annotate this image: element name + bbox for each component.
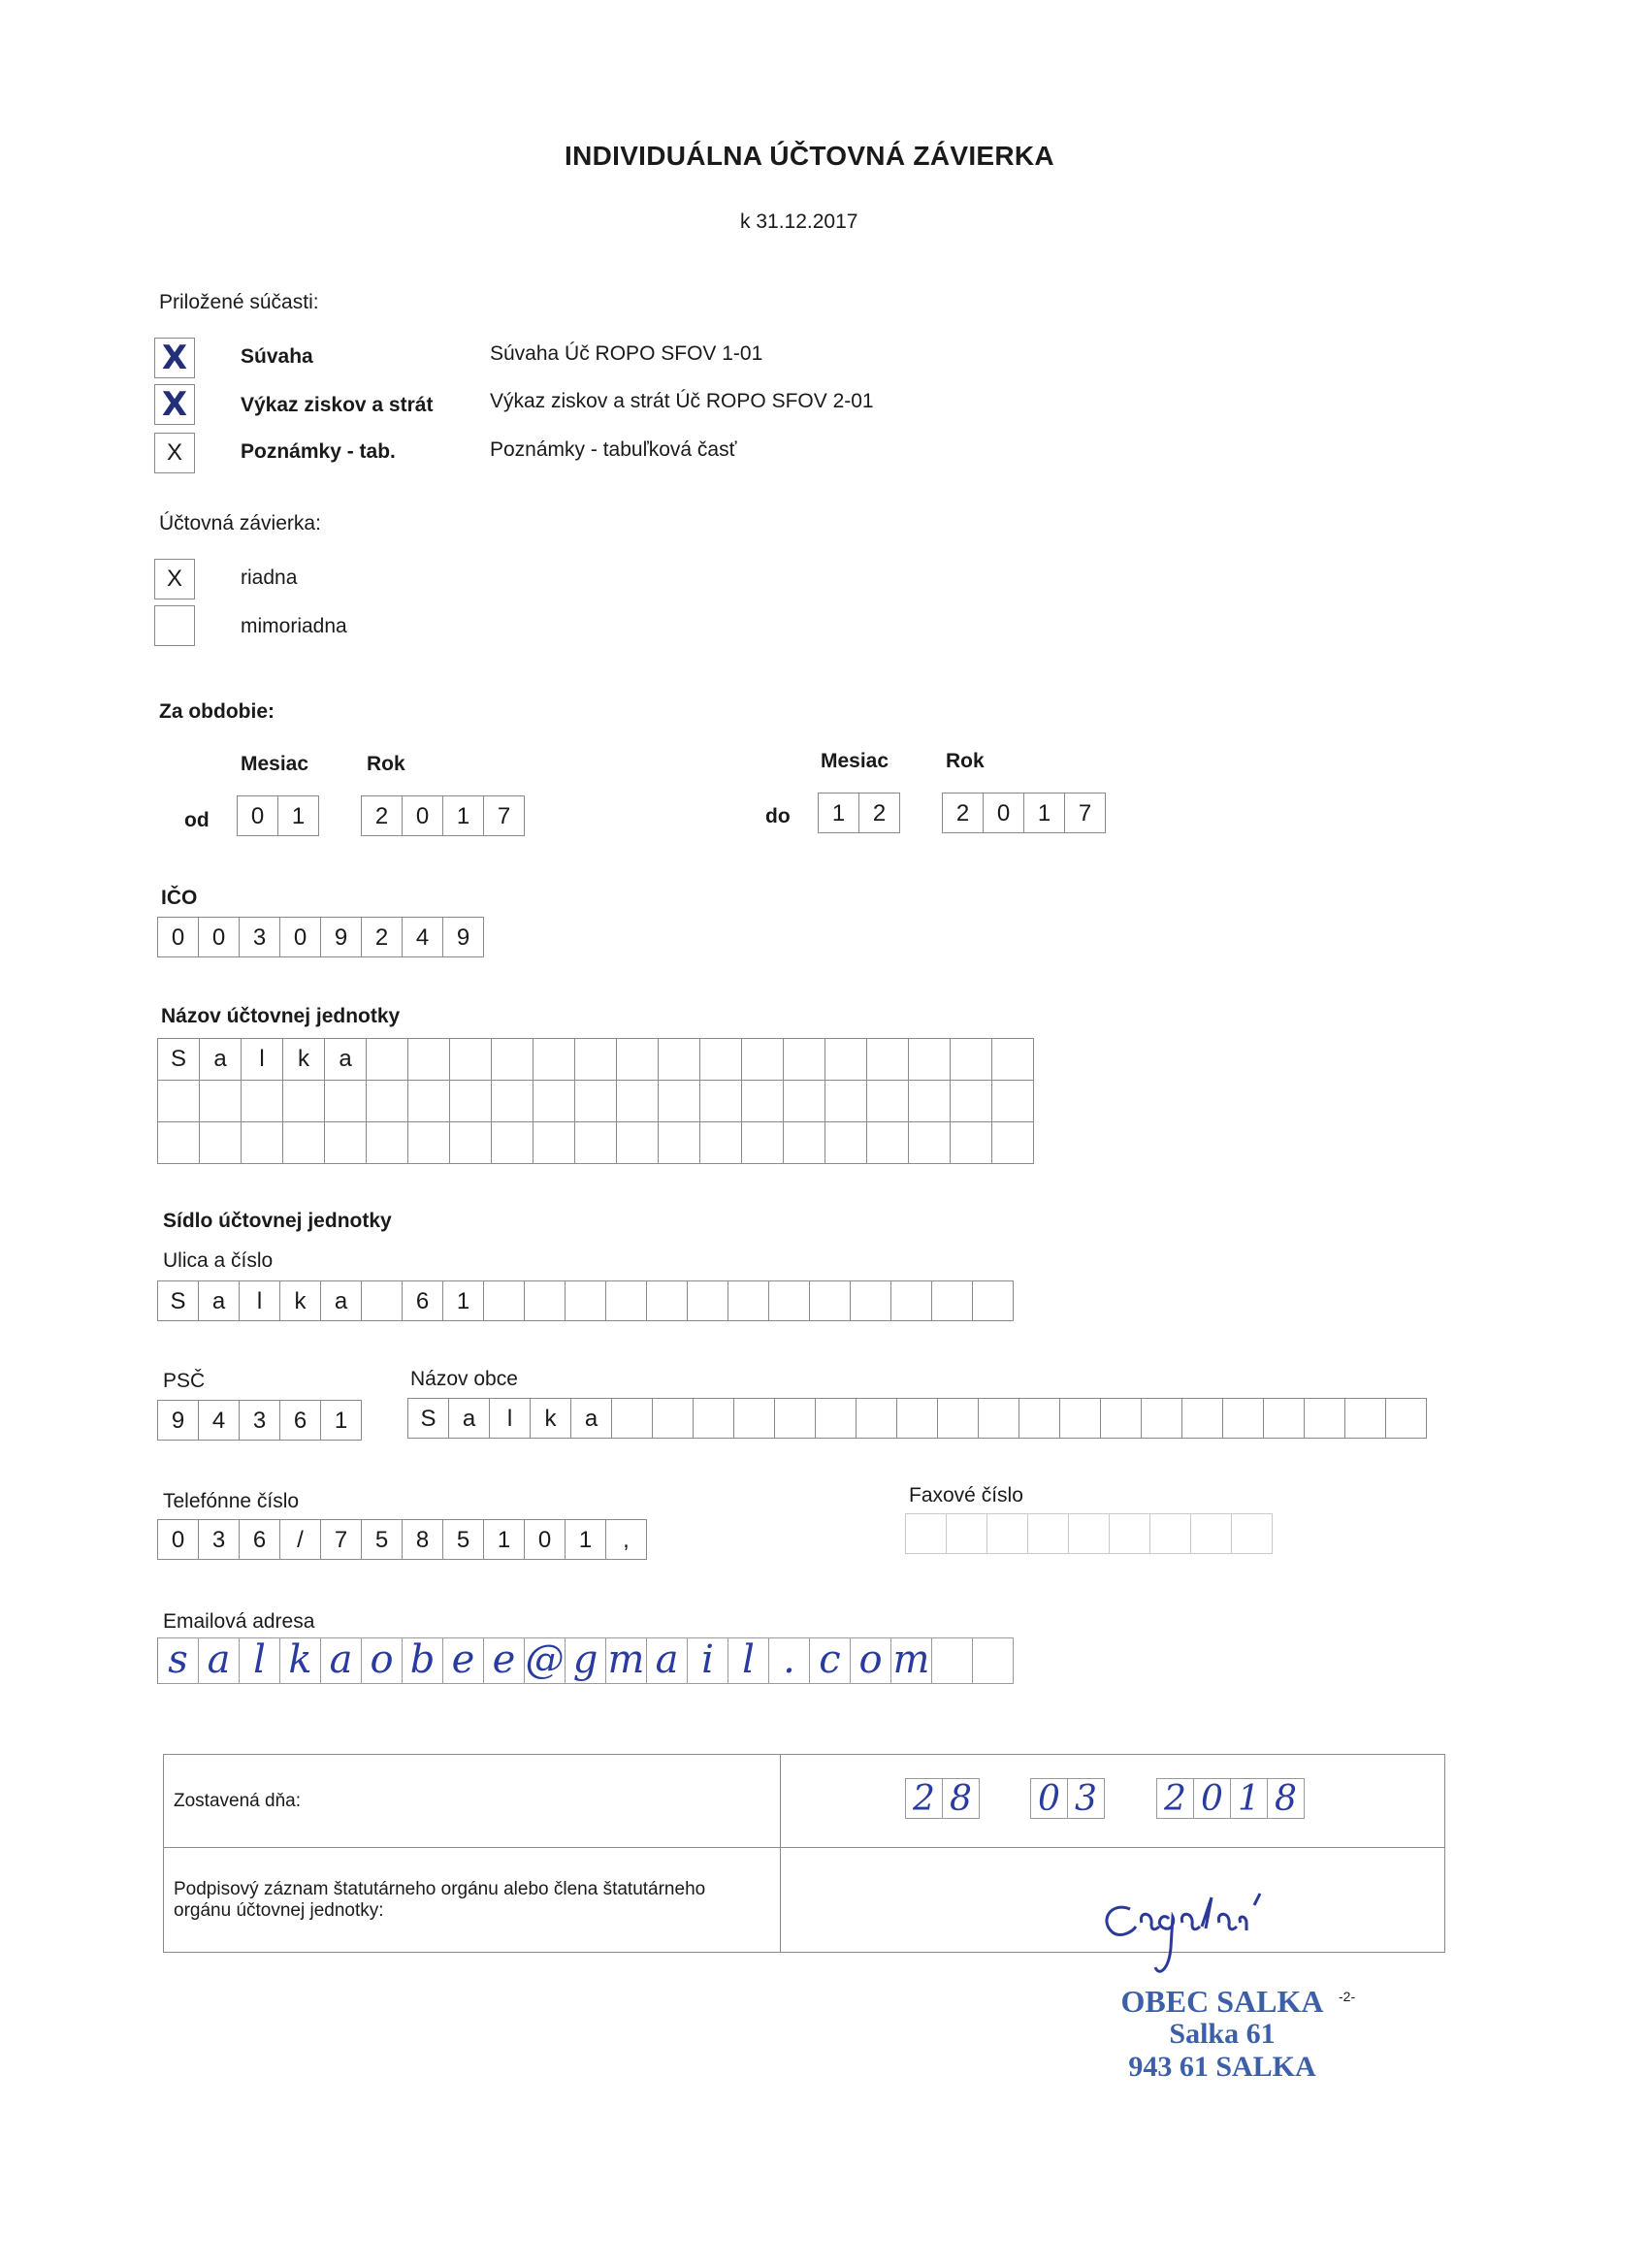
email-label: Emailová adresa (163, 1610, 315, 1633)
char-cell (566, 1280, 606, 1321)
char-cell (647, 1280, 688, 1321)
digit-cell: 8 (1268, 1778, 1305, 1819)
digit-cell (1191, 1513, 1232, 1554)
char-cell (938, 1398, 979, 1439)
char-cell: c (810, 1637, 851, 1684)
char-cell: 1 (443, 1280, 484, 1321)
phone-label: Telefónne číslo (163, 1490, 300, 1512)
digit-cell: 3 (199, 1519, 240, 1560)
to-year-label: Rok (946, 750, 985, 772)
seat-label: Sídlo účtovnej jednotky (163, 1210, 392, 1232)
char-cell: m (891, 1637, 932, 1684)
page-marker: -2- (1339, 1989, 1356, 2004)
char-cell: a (571, 1398, 612, 1439)
char-cell (408, 1039, 450, 1081)
digit-cell: 1 (566, 1519, 606, 1560)
digit-cell (1110, 1513, 1150, 1554)
char-cell: b (403, 1637, 443, 1684)
char-cell (408, 1081, 450, 1122)
attachment-name-poznamky: Poznámky - tab. (241, 440, 396, 463)
digit-cell: 1 (484, 1519, 525, 1560)
checkbox-vykaz[interactable]: X (154, 384, 195, 425)
char-cell (606, 1280, 647, 1321)
char-cell (1264, 1398, 1305, 1439)
char-cell (659, 1122, 700, 1164)
digit-cell: 1 (1231, 1778, 1268, 1819)
digit-cell: 0 (1031, 1778, 1068, 1819)
digit-cell: 0 (238, 795, 278, 836)
char-cell (688, 1280, 728, 1321)
grid-row-1 (158, 1039, 1034, 1081)
char-cell: a (647, 1637, 688, 1684)
checkbox-suvaha[interactable]: X (154, 338, 195, 378)
char-cell (1182, 1398, 1223, 1439)
char-cell: s (158, 1637, 199, 1684)
checkbox-mimoriadna[interactable] (154, 605, 195, 646)
char-cell (1142, 1398, 1182, 1439)
char-cell (617, 1081, 659, 1122)
digit-cell: 3 (1068, 1778, 1105, 1819)
char-cell (1386, 1398, 1427, 1439)
char-cell (951, 1122, 992, 1164)
digit-cell: 6 (240, 1519, 280, 1560)
signature-label-cell (164, 1848, 781, 1953)
char-cell (857, 1398, 897, 1439)
attachments-heading: Priložené súčasti: (159, 291, 319, 313)
char-cell: l (490, 1398, 531, 1439)
char-cell (992, 1122, 1034, 1164)
char-cell: k (531, 1398, 571, 1439)
compiled-date-cell[interactable] (781, 1755, 1445, 1848)
digit-cell: 6 (280, 1400, 321, 1441)
char-cell: k (283, 1039, 325, 1081)
char-cell (742, 1039, 784, 1081)
char-cell (659, 1081, 700, 1122)
digit-cell (906, 1513, 947, 1554)
char-cell (932, 1280, 973, 1321)
char-cell (450, 1122, 492, 1164)
char-cell (283, 1122, 325, 1164)
digit-cell: 9 (321, 917, 362, 957)
attachment-name-suvaha: Súvaha (241, 345, 313, 368)
stamp-line-3: 943 61 SALKA (1128, 2051, 1316, 2083)
char-cell (653, 1398, 694, 1439)
char-cell (992, 1081, 1034, 1122)
from-month-label: Mesiac (241, 753, 309, 775)
char-cell (575, 1081, 617, 1122)
from-year-label: Rok (367, 753, 405, 775)
digit-cell: 7 (321, 1519, 362, 1560)
char-cell: e (443, 1637, 484, 1684)
digit-cell (1069, 1513, 1110, 1554)
char-cell (742, 1122, 784, 1164)
char-cell (659, 1039, 700, 1081)
digit-cell: 0 (525, 1519, 566, 1560)
to-month-label: Mesiac (821, 750, 889, 772)
digit-cell: 8 (943, 1778, 980, 1819)
char-cell: a (321, 1637, 362, 1684)
char-cell: a (325, 1039, 367, 1081)
option-label-riadna: riadna (241, 567, 298, 589)
from-year-field[interactable] (361, 795, 525, 836)
to-month-field[interactable] (818, 793, 900, 833)
char-cell (242, 1081, 283, 1122)
char-cell (450, 1081, 492, 1122)
digit-cell: 1 (443, 795, 484, 836)
city-label: Názov obce (410, 1368, 518, 1390)
char-cell: g (566, 1637, 606, 1684)
char-cell (1060, 1398, 1101, 1439)
digit-cell: 7 (484, 795, 525, 836)
digit-cell: 2 (1157, 1778, 1194, 1819)
char-cell: o (851, 1637, 891, 1684)
document-title: INDIVIDUÁLNA ÚČTOVNÁ ZÁVIERKA (565, 141, 1054, 171)
char-cell (158, 1122, 200, 1164)
digit-cell: 5 (443, 1519, 484, 1560)
char-cell: S (408, 1398, 449, 1439)
attachment-desc-suvaha: Súvaha Úč ROPO SFOV 1-01 (490, 342, 763, 365)
official-stamp (1116, 1985, 1329, 2084)
street-label: Ulica a číslo (163, 1249, 274, 1272)
digit-cell: 4 (403, 917, 443, 957)
digit-cell: 2 (362, 917, 403, 957)
char-cell (979, 1398, 1019, 1439)
char-cell (742, 1081, 784, 1122)
char-cell (825, 1081, 867, 1122)
compiled-year-field[interactable] (1156, 1778, 1305, 1819)
digit-cell: 0 (403, 795, 443, 836)
char-cell (891, 1280, 932, 1321)
char-cell (367, 1039, 408, 1081)
to-label: do (765, 805, 791, 827)
char-cell (992, 1039, 1034, 1081)
ico-label: IČO (161, 887, 198, 909)
char-cell (700, 1122, 742, 1164)
digit-cell (1150, 1513, 1191, 1554)
char-cell: a (199, 1280, 240, 1321)
char-cell: a (200, 1039, 242, 1081)
char-cell: o (362, 1637, 403, 1684)
digit-cell: 1 (819, 793, 859, 833)
char-cell (784, 1081, 825, 1122)
digit-cell: 9 (158, 1400, 199, 1441)
char-cell (617, 1039, 659, 1081)
digit-cell: 1 (278, 795, 319, 836)
attachment-desc-vykaz: Výkaz ziskov a strát Úč ROPO SFOV 2-01 (490, 390, 874, 412)
ico-field[interactable] (157, 917, 484, 957)
char-cell: l (240, 1637, 280, 1684)
fax-label: Faxové číslo (909, 1484, 1023, 1507)
digit-cell: 0 (158, 1519, 199, 1560)
char-cell (534, 1081, 575, 1122)
digit-cell (987, 1513, 1028, 1554)
attachment-desc-poznamky: Poznámky - tabuľková časť (490, 438, 737, 461)
char-cell: a (449, 1398, 490, 1439)
digit-cell: 9 (443, 917, 484, 957)
psc-label: PSČ (163, 1370, 206, 1392)
char-cell (367, 1081, 408, 1122)
char-cell (367, 1122, 408, 1164)
char-cell (932, 1637, 973, 1684)
handwritten-signature (1091, 1872, 1324, 1998)
char-cell (575, 1039, 617, 1081)
phone-field[interactable] (157, 1519, 647, 1560)
from-month-field[interactable] (237, 795, 319, 836)
char-cell (810, 1280, 851, 1321)
char-cell: @ (525, 1637, 565, 1682)
char-cell (694, 1398, 734, 1439)
char-cell: . (769, 1637, 810, 1684)
char-cell (1305, 1398, 1345, 1439)
char-cell: S (158, 1039, 200, 1081)
digit-cell: 0 (199, 917, 240, 957)
char-cell: m (606, 1637, 647, 1684)
char-cell (825, 1122, 867, 1164)
char-cell (492, 1039, 534, 1081)
signature-label: Podpisový záznam štatutárneho orgánu alebo člena štatutárneho orgánu účtovnej jednotky: (174, 1878, 706, 1921)
digit-cell: 2 (906, 1778, 943, 1819)
char-cell (700, 1039, 742, 1081)
char-cell (909, 1081, 951, 1122)
char-cell (492, 1122, 534, 1164)
char-cell (700, 1081, 742, 1122)
char-cell: e (484, 1637, 525, 1684)
compiled-label-cell (164, 1755, 781, 1848)
char-cell (612, 1398, 653, 1439)
digit-cell (947, 1513, 987, 1554)
char-cell (408, 1122, 450, 1164)
compiled-label: Zostavená dňa: (174, 1790, 301, 1811)
option-label-mimoriadna: mimoriadna (241, 615, 347, 637)
char-cell: l (728, 1637, 769, 1684)
period-heading: Za obdobie: (159, 700, 275, 723)
compiled-month-field[interactable] (1030, 1778, 1105, 1819)
digit-cell: , (606, 1519, 647, 1560)
char-cell (492, 1081, 534, 1122)
street-field[interactable] (157, 1280, 1014, 1321)
digit-cell: 2 (362, 795, 403, 836)
digit-cell: 8 (403, 1519, 443, 1560)
char-cell (575, 1122, 617, 1164)
char-cell (200, 1122, 242, 1164)
digit-cell: / (280, 1519, 321, 1560)
char-cell: a (321, 1280, 362, 1321)
digit-cell (1232, 1513, 1273, 1554)
city-field[interactable] (407, 1398, 1427, 1439)
digit-cell (1028, 1513, 1069, 1554)
fax-field[interactable] (905, 1513, 1273, 1554)
char-cell (909, 1039, 951, 1081)
checkbox-poznamky[interactable]: X (154, 433, 195, 473)
stamp-line-1: OBEC SALKA (1120, 1984, 1324, 2019)
digit-cell: 0 (984, 793, 1024, 833)
char-cell (1345, 1398, 1386, 1439)
char-cell (362, 1280, 403, 1321)
char-cell (728, 1280, 769, 1321)
digit-cell: 1 (321, 1400, 362, 1441)
digit-cell: 0 (1194, 1778, 1231, 1819)
char-cell (158, 1081, 200, 1122)
char-cell (1223, 1398, 1264, 1439)
char-cell (951, 1081, 992, 1122)
char-cell (283, 1081, 325, 1122)
char-cell (200, 1081, 242, 1122)
digit-cell: 2 (859, 793, 900, 833)
digit-cell: 0 (280, 917, 321, 957)
to-year-field[interactable] (942, 793, 1106, 833)
char-cell: k (280, 1280, 321, 1321)
char-cell (1019, 1398, 1060, 1439)
grid-row-2 (158, 1081, 1034, 1122)
char-cell (769, 1280, 810, 1321)
digit-cell: 3 (240, 917, 280, 957)
document-date: k 31.12.2017 (740, 211, 858, 233)
char-cell (784, 1039, 825, 1081)
char-cell (534, 1039, 575, 1081)
digit-cell: 7 (1065, 793, 1106, 833)
attachment-name-vykaz: Výkaz ziskov a strát (241, 394, 434, 416)
digit-cell: 3 (240, 1400, 280, 1441)
compiled-day-field[interactable] (905, 1778, 980, 1819)
char-cell (734, 1398, 775, 1439)
char-cell: i (688, 1637, 728, 1684)
digit-cell: 4 (199, 1400, 240, 1441)
stamp-line-2: Salka 61 (1169, 2018, 1276, 2050)
email-field[interactable] (157, 1637, 1014, 1684)
char-cell (951, 1039, 992, 1081)
char-cell (825, 1039, 867, 1081)
char-cell: a (199, 1637, 240, 1684)
char-cell (242, 1122, 283, 1164)
entity-name-label: Názov účtovnej jednotky (161, 1005, 401, 1027)
char-cell (484, 1280, 525, 1321)
from-label: od (184, 809, 210, 831)
char-cell (525, 1280, 566, 1321)
checkbox-riadna[interactable]: X (154, 559, 195, 599)
digit-cell: 0 (158, 917, 199, 957)
char-cell (325, 1122, 367, 1164)
closing-heading: Účtovná závierka: (159, 512, 321, 535)
char-cell (534, 1122, 575, 1164)
char-cell (897, 1398, 938, 1439)
char-cell (973, 1637, 1014, 1684)
char-cell (909, 1122, 951, 1164)
char-cell: 6 (403, 1280, 443, 1321)
digit-cell: 2 (943, 793, 984, 833)
digit-cell: 5 (362, 1519, 403, 1560)
char-cell: l (242, 1039, 283, 1081)
char-cell (450, 1039, 492, 1081)
grid-row-3 (158, 1122, 1034, 1164)
psc-field[interactable] (157, 1400, 362, 1441)
char-cell: l (240, 1280, 280, 1321)
char-cell (1101, 1398, 1142, 1439)
char-cell: k (280, 1637, 321, 1684)
char-cell (867, 1081, 909, 1122)
char-cell (867, 1039, 909, 1081)
char-cell (325, 1081, 367, 1122)
digit-cell: 1 (1024, 793, 1065, 833)
char-cell (775, 1398, 816, 1439)
char-cell (784, 1122, 825, 1164)
entity-name-field[interactable] (157, 1038, 1034, 1164)
char-cell (851, 1280, 891, 1321)
char-cell (973, 1280, 1014, 1321)
char-cell (617, 1122, 659, 1164)
char-cell (816, 1398, 857, 1439)
char-cell (867, 1122, 909, 1164)
char-cell: S (158, 1280, 199, 1321)
